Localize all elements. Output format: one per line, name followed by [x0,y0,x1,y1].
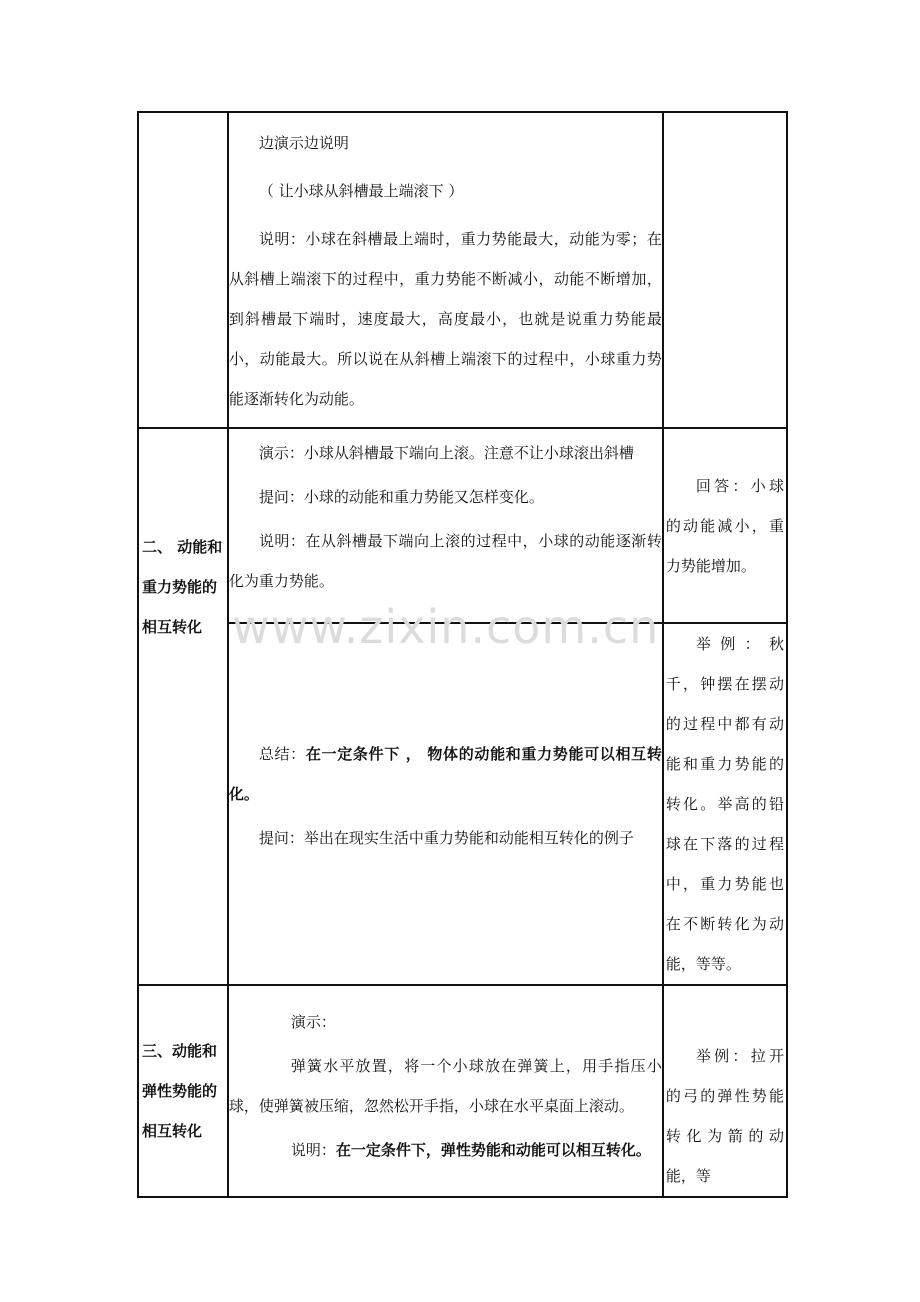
answer-text: 回答：小球的动能减小，重力势能增加。 [665,476,784,575]
example-cell [663,623,787,985]
section-cell-empty [138,112,228,428]
spring-paragraph: 弹簧水平放置，将一个小球放在弹簧上，用手指压小球，使弹簧被压缩，忽然松开手指，小球在水平桌面上滚动。 [228,1057,662,1115]
demo-cell-2 [228,428,663,623]
paragraph: （ 让小球从斜槽最上端滚下 ） [258,182,464,200]
example-text: 举例：秋千，钟摆在摆动的过程中都有动能和重力势能的转化。举高的铅球在下落的过程中，重力势能也在不断转化为动能，等等。 [665,635,784,973]
spring-demo-cell [228,985,663,1197]
paragraph: 提问：小球的动能和重力势能又怎样变化。 [258,488,544,506]
explain-bold: 在一定条件下，弹性势能和动能可以相互转化。 [335,1141,651,1159]
demo-label: 演示： [290,1013,336,1031]
section-title-2: 二、 动能和重力势能的相互转化 [138,428,228,985]
question-paragraph: 提问：举出在现实生活中重力势能和动能相互转化的例子 [258,829,634,847]
table-row [138,985,787,1197]
explain-label: 说明： [290,1141,336,1159]
table-row [138,428,787,623]
demo-cell-1 [228,112,663,428]
summary-cell [228,623,663,985]
paragraph: 说明：小球在斜槽最上端时，重力势能最大，动能为零；在从斜槽上端滚下的过程中，重力势能不断减小，动能不断增加，到斜槽最下端时，速度最大，高度最小，也就是说重力势能最小，动能最大。所以说在从斜槽上端滚下的过程中，小球重力势能逐渐转化为动能。 [228,230,662,408]
watermark: www.zixin.com.cn [232,600,660,654]
table-row [138,112,787,428]
paragraph: 演示：小球从斜槽最下端向上滚。注意不让小球滚出斜槽 [258,444,634,462]
summary-label: 总结： [258,745,306,763]
answer-cell-empty [663,112,787,428]
paragraph: 说明：在从斜槽最下端向上滚的过程中，小球的动能逐渐转化为重力势能。 [228,532,662,590]
section-title-3: 三、动能和弹性势能的相互转化 [138,985,228,1197]
answer-cell-2 [663,428,787,623]
lesson-table [137,111,788,1198]
spring-example-cell [663,985,787,1197]
explain-paragraph [229,1130,662,1170]
paragraph: 边演示边说明 [258,134,349,152]
spring-example-text: 举例：拉开的弓的弹性势能转化为箭的动能，等 [665,1047,784,1185]
summary-paragraph [229,734,662,814]
summary-bold: 在一定条件下 ， 物体的动能和重力势能可以相互转化。 [228,745,662,803]
table-row [138,623,787,985]
